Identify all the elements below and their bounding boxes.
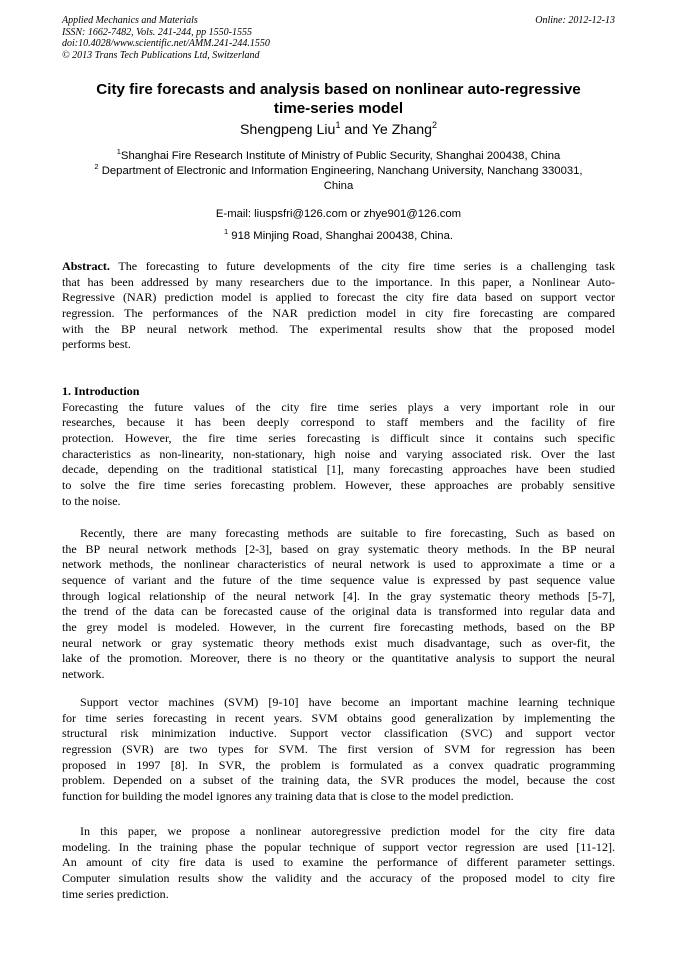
title-line-1: City fire forecasts and analysis based on nonlinear auto-regressive <box>96 81 581 98</box>
author-conjunction: and <box>340 122 372 138</box>
paragraph-line: An amount of city fire data is used to examine the performance of different parameter settings. <box>62 855 615 870</box>
paragraph-line: In this paper, we propose a nonlinear autoregressive prediction model for the city fire data <box>80 824 615 838</box>
paragraph-line: the BP neural network methods [2-3], based on gray systematic theory methods. In the BP neural <box>62 541 615 556</box>
paragraph-line: Forecasting the future values of the city fire time series plays a very important role in our <box>62 399 615 414</box>
author-2-affil-mark: 2 <box>432 120 438 130</box>
paragraph-line: regression (SVR) are two types for SVM. The first version of SVM for regression has been <box>62 741 615 756</box>
affiliation-1-text: Shanghai Fire Research Institute of Ministry of Public Security, Shanghai 200438, China <box>120 150 561 162</box>
paragraph-line: sequence of variant and the future of the time sequence value is expressed by past sequence value <box>62 572 615 587</box>
online-date: Online: 2012-12-13 <box>535 15 615 26</box>
paragraph-line: for time series forecasting in recent years. SVM obtains good generalization by implementing the <box>62 710 615 725</box>
copyright-line: © 2013 Trans Tech Publications Ltd, Switzerland <box>62 49 260 61</box>
author-1-affil-mark: 1 <box>335 120 341 130</box>
section-heading: 1. Introduction <box>62 384 140 398</box>
affiliation-1-mark: 1 <box>116 147 121 156</box>
paragraph-line: proposed in 1997 [8]. In SVR, the problem is formulated as a convex quadratic programming <box>62 757 615 772</box>
abstract <box>62 259 615 353</box>
author-1: Shengpeng Liu <box>239 122 336 138</box>
journal-header <box>62 15 615 61</box>
paragraph-line: modeling. In the training phase the popular technique of support vector regression are used [11-12]. <box>62 839 615 854</box>
paragraph-line: network. <box>62 666 105 681</box>
paragraph-line: lake of the promotion. Moreover, there is no theory or the quantitative analysis to support the neural <box>62 651 615 666</box>
intro-paragraph-3 <box>62 695 615 805</box>
paper-title <box>62 80 615 118</box>
doi-line: doi:10.4028/www.scientific.net/AMM.241-244.1550 <box>62 38 270 49</box>
paragraph-line: function for building the model ignores any training data that is close to the model prediction. <box>62 788 514 803</box>
author-2: Ye Zhang <box>371 122 432 138</box>
address-mark: 1 <box>223 227 229 236</box>
paragraph-line: Support vector machines (SVM) [9-10] have become an important machine learning technique <box>80 695 615 709</box>
paragraph-line: through logical relationship of the neural network [4]. In the gray systematic theory methods [5-7], <box>62 588 615 603</box>
paragraph-line: problem. Depended on a subset of the training data, the SVR produces the model, because the cost <box>62 773 615 788</box>
affiliation-2-country: China <box>323 180 354 192</box>
affiliation-2-text: Department of Electronic and Information Engineering, Nanchang University, Nanchang 330031, <box>98 165 583 177</box>
title-line-2: time-series model <box>273 100 404 117</box>
affiliation-1 <box>62 149 615 164</box>
intro-paragraph-4 <box>62 824 615 902</box>
paragraph-line: network methods, the nonlinear characteristics of neural network is used to approximate a time or a <box>62 557 615 572</box>
paragraph-line: characteristics as non-linearity, non-stationary, high noise and varying associated risk. Over the last <box>62 446 615 461</box>
affiliation-2-mark: 2 <box>94 162 99 171</box>
abstract-line: performs best. <box>62 337 131 352</box>
paragraph-line: decade, depending on the traditional statistical [1], many forecasting approaches have been studied <box>62 462 615 477</box>
paragraph-line: to solve the fire time series forecasting problem. However, these approaches are probably sensitive <box>62 477 615 492</box>
abstract-label: Abstract. <box>62 259 110 273</box>
paragraph-line: the grey model is modeled. However, in the current fire forecasting methods, based on the BP <box>62 619 615 634</box>
paragraph-line: protection. However, the fire time series forecasting is difficult since it contains such specific <box>62 430 615 445</box>
abstract-line: that has been addressed by many researchers due to the importance. In this paper, a Nonlinear Auto- <box>62 274 615 289</box>
paragraph-line: structural risk minimization inductive. Support vector classification (SVC) and support vector <box>62 726 615 741</box>
paragraph-line: Computer simulation results show the validity and the accuracy of the proposed model to city fire <box>62 870 615 885</box>
contact-email: E-mail: liuspsfri@126.com or zhye901@126.com <box>215 208 462 220</box>
paragraph-line: researches, because it has been deeply correspond to staff members and the facility of fire <box>62 415 615 430</box>
postal-address <box>62 229 615 244</box>
paragraph-line: to the noise. <box>62 493 121 508</box>
address-text: 918 Minjing Road, Shanghai 200438, China. <box>228 230 454 242</box>
issn-line: ISSN: 1662-7482, Vols. 241-244, pp 1550-1555 <box>62 26 252 38</box>
abstract-line: The forecasting to future developments of the city fire time series is a challenging task <box>109 259 615 273</box>
journal-name: Applied Mechanics and Materials <box>62 15 198 26</box>
affiliations <box>62 149 615 194</box>
paragraph-line: the trend of the data can be forecasted cause of the original data is transformed into regular data and <box>62 604 615 619</box>
paragraph-line: Recently, there are many forecasting methods are suitable to fire forecasting, Such as based on <box>80 526 615 540</box>
abstract-line: Regressive (NAR) prediction model is applied to forecast the city fire data based on support vector <box>62 290 615 305</box>
abstract-line: with the BP neural network method. The experimental results show that the proposed model <box>62 321 615 336</box>
paragraph-line: time series prediction. <box>62 886 169 901</box>
intro-paragraph-2 <box>62 526 615 683</box>
introduction-section <box>62 384 615 509</box>
affiliation-2 <box>62 164 615 179</box>
author-list <box>62 121 615 139</box>
paragraph-line: neural network or gray systematic theory methods exist much disadvantage, such as over-fit, the <box>62 635 615 650</box>
abstract-line: regression. The performances of the NAR prediction model in city fire forecasting are compared <box>62 305 615 320</box>
